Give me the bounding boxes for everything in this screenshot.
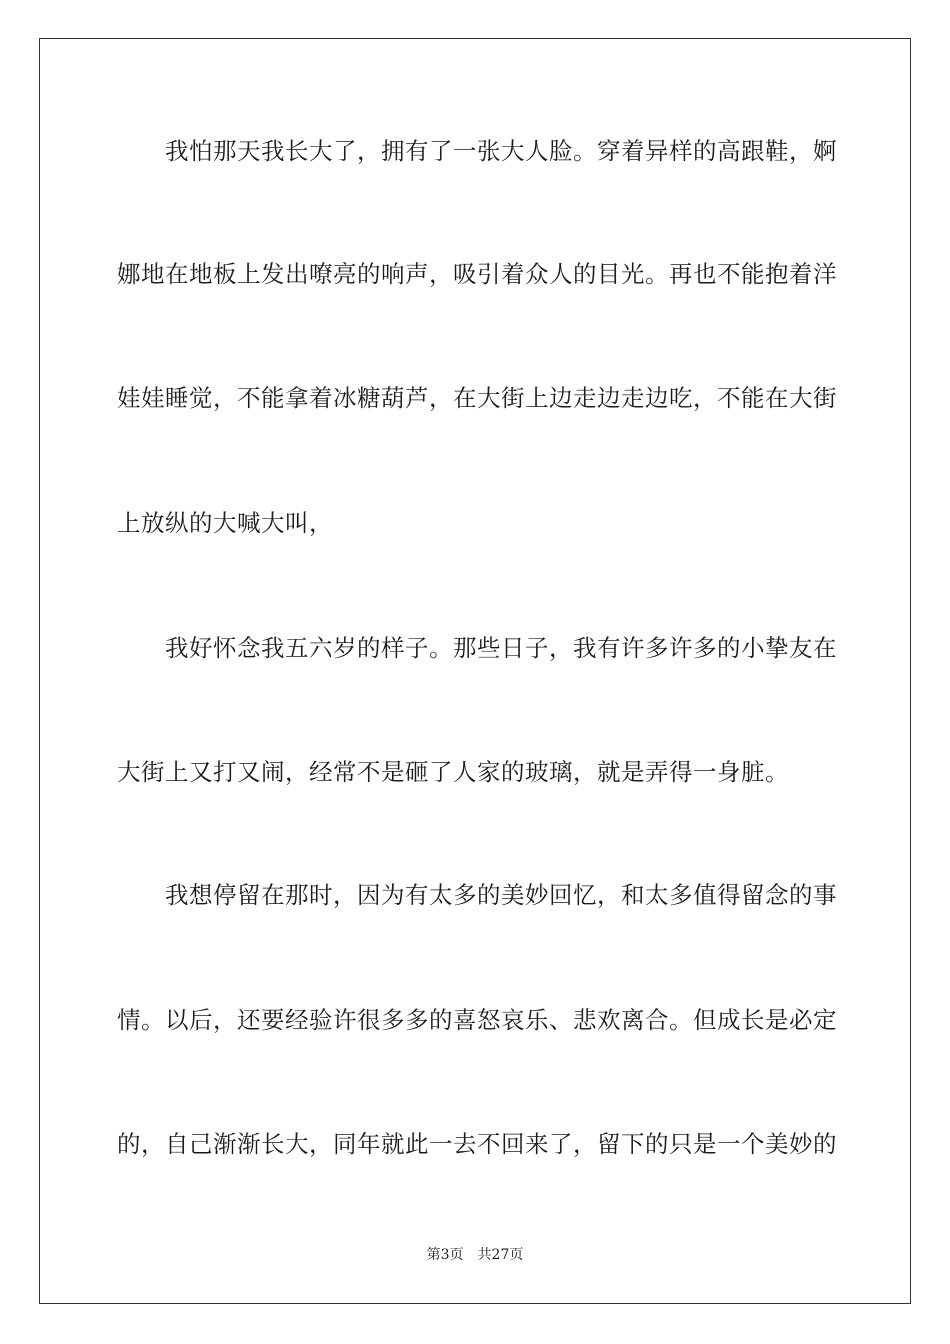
paragraph-3-line-1: 我想停留在那时，因为有太多的美妙回忆，和太多值得留念的事 (165, 881, 837, 909)
page-border (39, 38, 911, 1304)
paragraph-2-line-2: 大街上又打又闹，经常不是砸了人家的玻璃，就是弄得一身脏。 (117, 758, 789, 786)
paragraph-1-line-2: 娜地在地板上发出嘹亮的响声，吸引着众人的目光。再也不能抱着洋 (117, 260, 837, 288)
page-number-footer: 第3页 共27页 (426, 1247, 524, 1263)
paragraph-3-line-3: 的，自己渐渐长大，同年就此一去不回来了，留下的只是一个美妙的 (117, 1130, 837, 1158)
paragraph-1-line-4: 上放纵的大喊大叫， (117, 509, 333, 537)
paragraph-3-line-2: 情。以后，还要经验许很多多的喜怒哀乐、悲欢离合。但成长是必定 (117, 1006, 837, 1034)
paragraph-2-line-1: 我好怀念我五六岁的样子。那些日子，我有许多许多的小挚友在 (165, 634, 837, 662)
paragraph-1-line-1: 我怕那天我长大了，拥有了一张大人脸。穿着异样的高跟鞋，婀 (165, 137, 837, 165)
paragraph-1-line-3: 娃娃睡觉，不能拿着冰糖葫芦，在大街上边走边走边吃，不能在大街 (117, 384, 837, 412)
